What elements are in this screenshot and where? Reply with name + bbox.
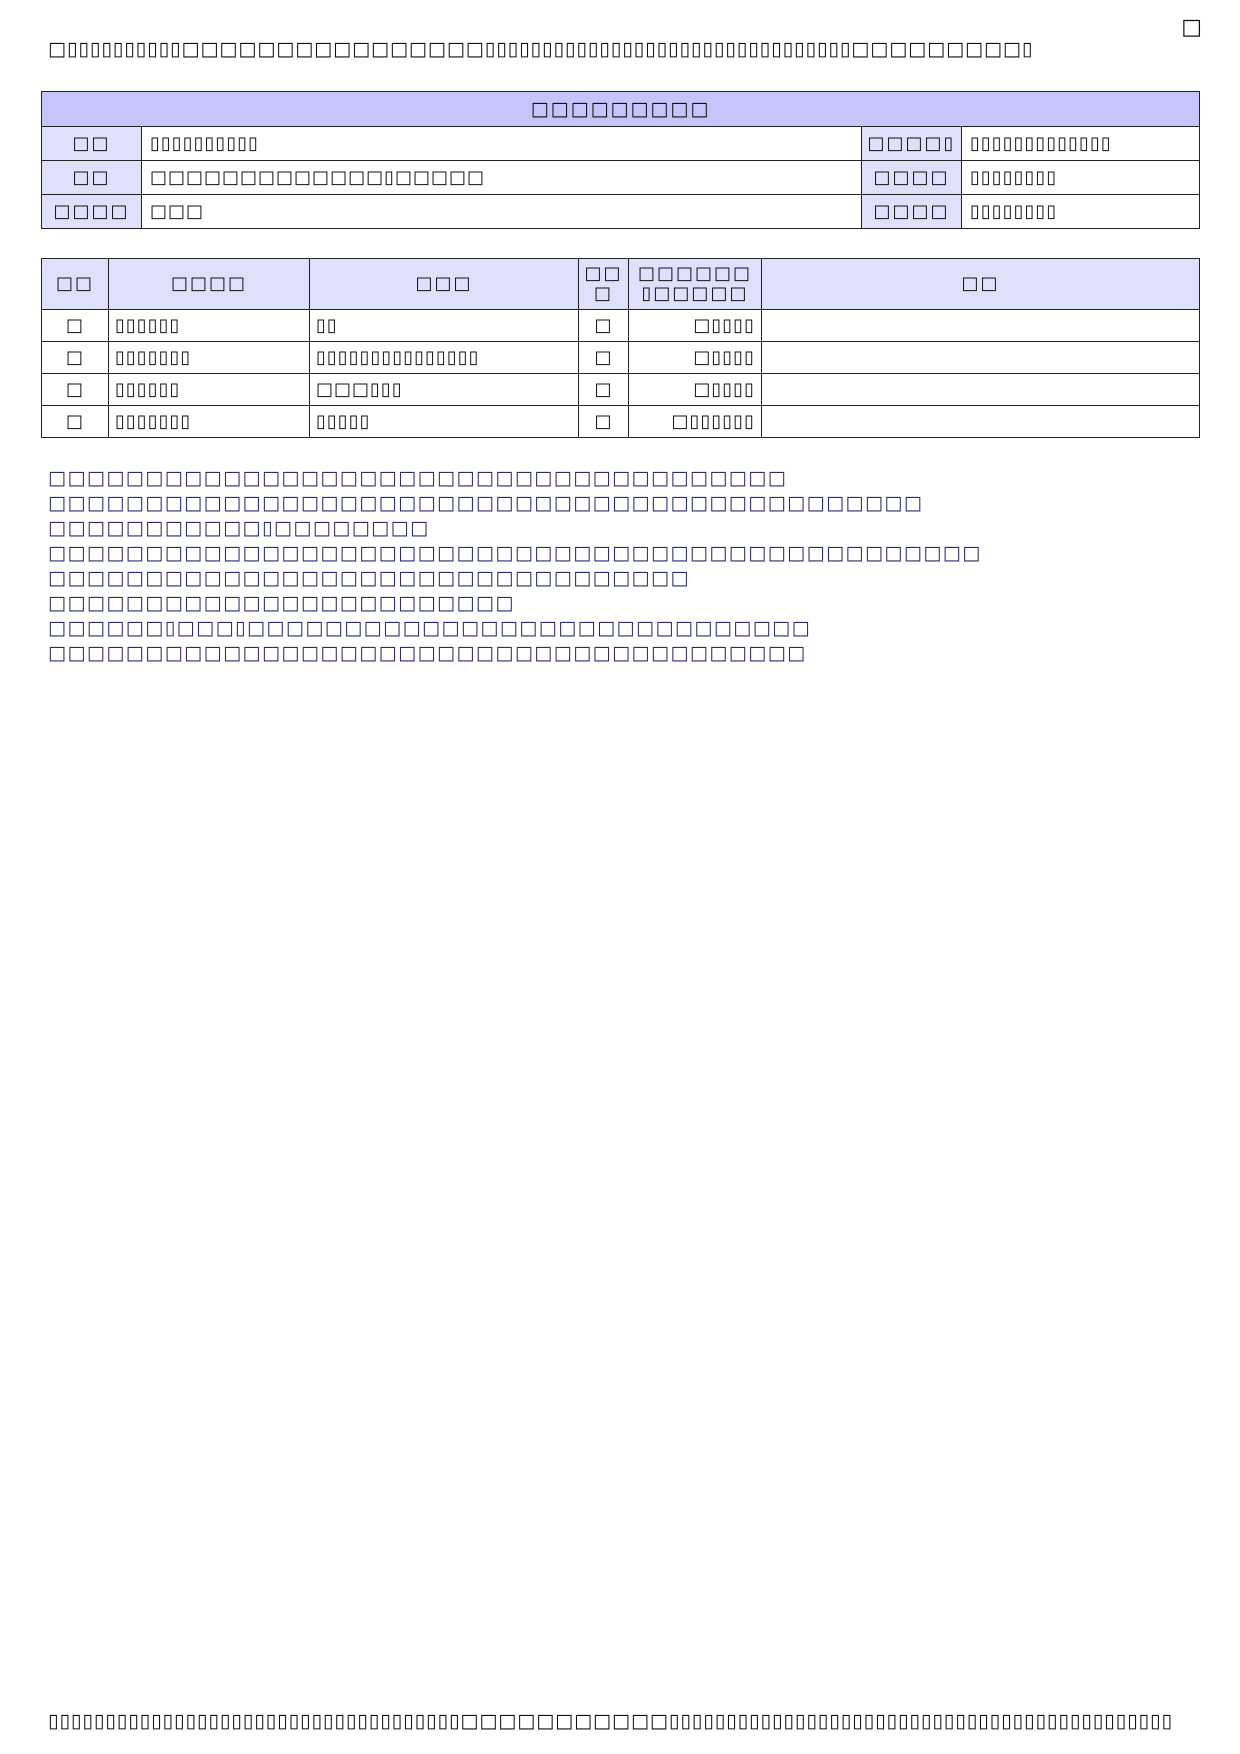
cell-amount: □▯▯▯▯ — [629, 310, 762, 342]
cell-code: ▯▯▯▯▯▯ — [109, 310, 310, 342]
info-value: ▯▯▯▯▯▯▯▯▯▯▯▯▯ — [962, 127, 1200, 161]
info-label: □□□□ — [862, 161, 962, 195]
cell-amount: □▯▯▯▯ — [629, 374, 762, 406]
note-line: □□□□□□□□□□□□□□□□□□□□□□□□□□□□□□□□□□□□□□□□□□□□□□□□ — [48, 542, 982, 564]
cell-no: □ — [42, 406, 109, 438]
info-row — [42, 161, 1200, 195]
info-row — [42, 127, 1200, 161]
document-header-line: □▯▯▯▯▯▯▯▯▯▯□□□□□□□□□□□□□□□□▯▯▯▯▯▯▯▯▯▯▯▯▯▯▯▯▯▯▯▯▯▯▯▯▯▯▯▯▯▯▯▯□□□□□□□□□▯ — [48, 38, 1034, 60]
note-line: □□□□□□▯□□□▯□□□□□□□□□□□□□□□□□□□□□□□□□□□□□ — [48, 617, 812, 639]
cell-name: □□□▯▯▯ — [310, 374, 579, 406]
table-row — [42, 406, 1200, 438]
footer-line: ▯▯▯▯▯▯▯▯▯▯▯▯▯▯▯▯▯▯▯▯▯▯▯▯▯▯▯▯▯▯▯▯▯▯▯▯□□□□□□□□□□□▯▯▯▯▯▯▯▯▯▯▯▯▯▯▯▯▯▯▯▯▯▯▯▯▯▯▯▯▯▯▯▯▯▯▯▯▯▯▯▯▯▯▯▯ — [48, 1710, 1173, 1732]
info-label: □□□□ — [862, 195, 962, 229]
info-label: □□□□▯ — [862, 127, 962, 161]
cell-name: ▯▯▯▯▯ — [310, 406, 579, 438]
info-label: □□ — [42, 127, 142, 161]
cell-code: ▯▯▯▯▯▯▯ — [109, 342, 310, 374]
info-label: □□ — [42, 161, 142, 195]
info-value: □□□ — [142, 195, 862, 229]
note-line: □□□□□□□□□□□□□□□□□□□□□□□□ — [48, 592, 515, 614]
col-header-name: □□□ — [310, 259, 579, 310]
note-line: □□□□□□□□□□□□□□□□□□□□□□□□□□□□□□□□□□□□□□□□□□□□□ — [48, 492, 924, 514]
table-row — [42, 310, 1200, 342]
cell-note — [762, 374, 1200, 406]
note-line: □□□□□□□□□□□□□□□□□□□□□□□□□□□□□□□□□□□□□□ — [48, 467, 788, 489]
info-value: □□□□□□□□□□□□□▯□□□□□ — [142, 161, 862, 195]
table-row — [42, 342, 1200, 374]
col-header-note: □□ — [762, 259, 1200, 310]
info-value: ▯▯▯▯▯▯▯▯ — [962, 195, 1200, 229]
note-line: □□□□□□□□□□□▯□□□□□□□□ — [48, 517, 430, 539]
col-header-qty: □□ □ — [579, 259, 629, 310]
cell-name: ▯▯ — [310, 310, 579, 342]
col-header-no: □□ — [42, 259, 109, 310]
info-value: ▯▯▯▯▯▯▯▯ — [962, 161, 1200, 195]
cell-no: □ — [42, 374, 109, 406]
items-table — [41, 258, 1200, 438]
info-row — [42, 195, 1200, 229]
corner-mark: □ — [1181, 15, 1202, 40]
note-line: □□□□□□□□□□□□□□□□□□□□□□□□□□□□□□□□□□□□□□□ — [48, 642, 807, 664]
notes-block — [48, 466, 982, 666]
cell-amount: □▯▯▯▯▯▯ — [629, 406, 762, 438]
info-value: ▯▯▯▯▯▯▯▯▯▯ — [142, 127, 862, 161]
cell-code: ▯▯▯▯▯▯ — [109, 374, 310, 406]
info-table-title: □□□□□□□□□ — [42, 92, 1200, 127]
cell-no: □ — [42, 342, 109, 374]
cell-note — [762, 310, 1200, 342]
table-row — [42, 374, 1200, 406]
col-header-amount: □□□□□□ ▯□□□□□ — [629, 259, 762, 310]
cell-note — [762, 342, 1200, 374]
col-header-code: □□□□ — [109, 259, 310, 310]
cell-qty: □ — [579, 374, 629, 406]
cell-amount: □▯▯▯▯ — [629, 342, 762, 374]
cell-code: ▯▯▯▯▯▯▯ — [109, 406, 310, 438]
info-table — [41, 91, 1200, 229]
cell-no: □ — [42, 310, 109, 342]
note-line: □□□□□□□□□□□□□□□□□□□□□□□□□□□□□□□□□ — [48, 567, 690, 589]
cell-qty: □ — [579, 342, 629, 374]
info-label: □□□□ — [42, 195, 142, 229]
items-header-row — [42, 259, 1200, 310]
cell-note — [762, 406, 1200, 438]
cell-name: ▯▯▯▯▯▯▯▯▯▯▯▯▯▯▯ — [310, 342, 579, 374]
cell-qty: □ — [579, 310, 629, 342]
cell-qty: □ — [579, 406, 629, 438]
